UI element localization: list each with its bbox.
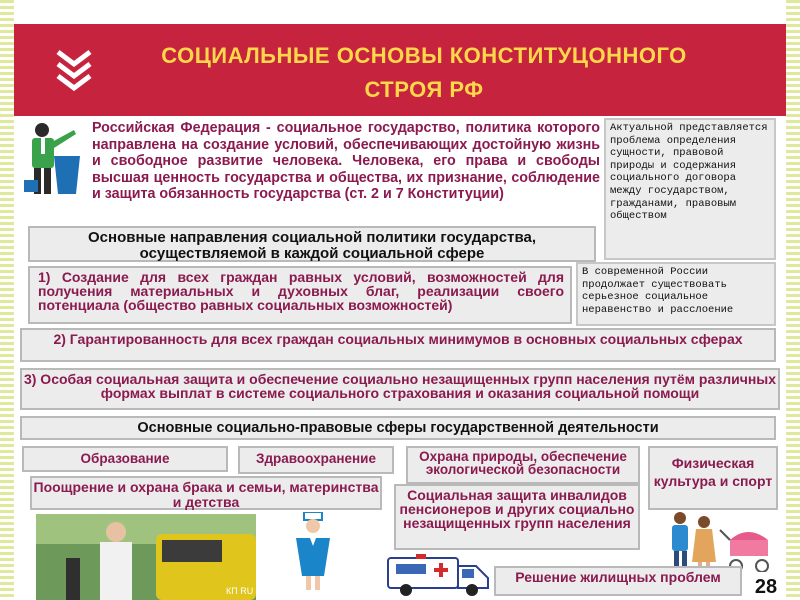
chevrons-down-icon [54, 48, 94, 92]
nurse-icon [290, 512, 336, 592]
title-line-1: СОЦИАЛЬНЫЕ ОСНОВЫ КОНСТИТУЦОННОГО [161, 43, 687, 68]
note-box-inequality: В современной России продолжает существовать серьезное социальное неравенство и расслоение [576, 262, 776, 326]
spheres-heading: Основные социально-правовые сферы государственной деятельности [20, 416, 776, 440]
photo-man-at-car [36, 514, 256, 600]
sphere-health: Здравоохранение [238, 446, 394, 474]
left-decor-stripe [0, 0, 14, 600]
directions-line-2: осуществляемой в каждой социальной сфере [139, 245, 485, 262]
slide-number: 28 [746, 572, 786, 600]
direction-item-1: 1) Создание для всех граждан равных условий, возможностей для получения материальных и духовных благ, реализации своего потенциала (общество равных социальных возможностей) [28, 266, 572, 324]
note-box-social-contract: Актуальной представляется проблема определения сущности, правовой природы и содержания социального договора между государством, гражданами, правовым обществом [604, 118, 776, 260]
right-decor-stripe [786, 0, 800, 600]
page-title [104, 39, 744, 107]
sphere-family: Поощрение и охрана брака и семьи, материнства и детства [30, 476, 382, 510]
directions-heading [28, 226, 596, 262]
title-line-2: СТРОЯ РФ [364, 77, 484, 102]
direction-item-3: 3) Особая социальная защита и обеспечение социально незащищенных групп населения путём различных формах выплат в системе социального страхования и оказания социальной помощи [20, 368, 780, 410]
sphere-social-protection: Социальная защита инвалидов пенсионеров и других социально незащищенных групп населения [394, 484, 640, 550]
direction-item-2: 2) Гарантированность для всех граждан социальных минимумов в основных социальных сферах [20, 328, 776, 362]
photo-watermark: КП RU [226, 586, 254, 596]
title-banner [14, 24, 786, 116]
sphere-nature: Охрана природы, обеспечение экологической безопасности [406, 446, 640, 484]
intro-text: Российская Федерация - социальное государство, политика которого направлена на создание условий, обеспечивающих достойную жизнь и свободное развитие человека. Человека, его права и свободы высшая ценность государства и общества, их признание, соблюдение и защита обязанность государства (ст. 2 и 7 Конституции) [92, 120, 600, 202]
speaker-at-podium-icon [22, 120, 82, 198]
sphere-sport: Физическая культура и спорт [648, 446, 778, 510]
ambulance-icon [386, 552, 492, 598]
sphere-housing: Решение жилищных проблем [494, 566, 742, 596]
directions-line-1: Основные направления социальной политики государства, [88, 229, 536, 246]
sphere-education: Образование [22, 446, 228, 472]
